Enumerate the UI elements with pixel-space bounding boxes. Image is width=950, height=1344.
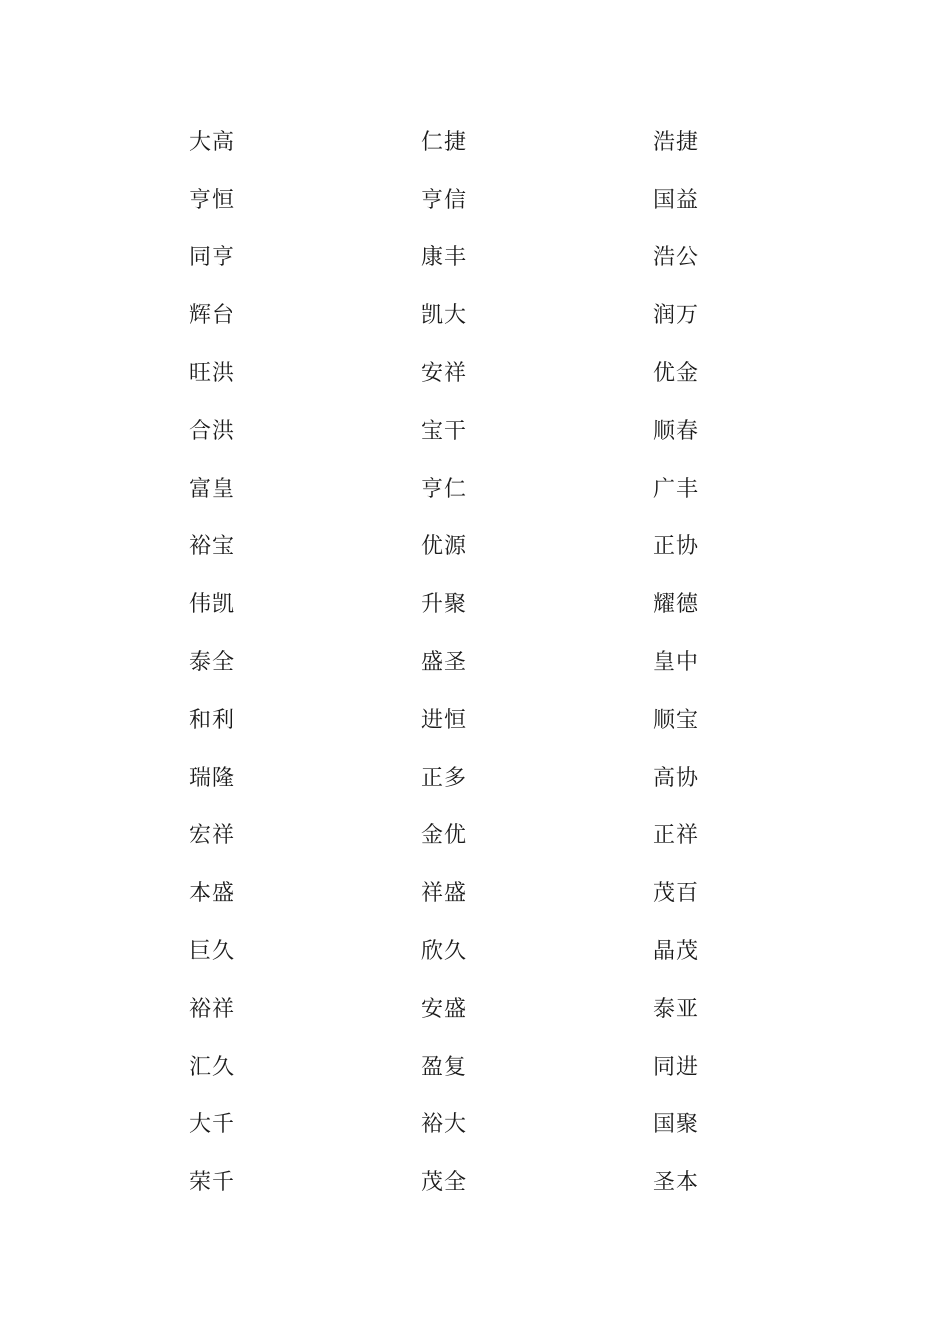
name-row (189, 519, 773, 577)
name-cell: 正多 (421, 765, 468, 791)
name-cell: 茂百 (653, 881, 700, 907)
name-row (189, 1039, 773, 1097)
name-cell: 裕宝 (189, 534, 236, 560)
name-list-table (189, 114, 773, 1212)
name-row (189, 576, 773, 634)
name-cell: 浩捷 (653, 129, 700, 155)
name-cell: 泰全 (189, 650, 236, 676)
name-cell: 辉台 (189, 303, 236, 329)
name-cell: 泰亚 (653, 996, 700, 1022)
name-cell: 顺春 (653, 418, 700, 444)
name-cell: 金优 (421, 823, 468, 849)
name-cell: 合洪 (189, 418, 236, 444)
name-row (189, 692, 773, 750)
name-row (189, 865, 773, 923)
name-row (189, 287, 773, 345)
name-cell: 同进 (653, 1054, 700, 1080)
name-cell: 荣千 (189, 1170, 236, 1196)
name-cell: 欣久 (421, 939, 468, 965)
name-row (189, 230, 773, 288)
name-cell: 康丰 (421, 245, 468, 271)
name-cell: 晶茂 (653, 939, 700, 965)
name-cell: 安祥 (421, 361, 468, 387)
name-cell: 裕大 (421, 1112, 468, 1138)
name-cell: 亨恒 (189, 187, 236, 213)
name-cell: 宝干 (421, 418, 468, 444)
name-cell: 国聚 (653, 1112, 700, 1138)
name-row (189, 981, 773, 1039)
name-row (189, 750, 773, 808)
name-cell: 祥盛 (421, 881, 468, 907)
name-cell: 升聚 (421, 592, 468, 618)
name-cell: 茂全 (421, 1170, 468, 1196)
name-cell: 浩公 (653, 245, 700, 271)
name-cell: 圣本 (653, 1170, 700, 1196)
name-row (189, 403, 773, 461)
name-cell: 广丰 (653, 476, 700, 502)
name-row (189, 1154, 773, 1212)
name-cell: 本盛 (189, 881, 236, 907)
name-cell: 优金 (653, 361, 700, 387)
name-cell: 凯大 (421, 303, 468, 329)
name-cell: 巨久 (189, 939, 236, 965)
name-cell: 盈复 (421, 1054, 468, 1080)
name-cell: 富皇 (189, 476, 236, 502)
name-row (189, 114, 773, 172)
name-cell: 进恒 (421, 707, 468, 733)
name-cell: 安盛 (421, 996, 468, 1022)
name-cell: 顺宝 (653, 707, 700, 733)
name-row (189, 172, 773, 230)
name-row (189, 808, 773, 866)
name-cell: 亨仁 (421, 476, 468, 502)
name-cell: 润万 (653, 303, 700, 329)
name-row (189, 1097, 773, 1155)
name-list-body (189, 114, 773, 1212)
name-row (189, 923, 773, 981)
name-row (189, 634, 773, 692)
name-cell: 大高 (189, 129, 236, 155)
name-cell: 伟凯 (189, 592, 236, 618)
name-cell: 仁捷 (421, 129, 468, 155)
name-cell: 汇久 (189, 1054, 236, 1080)
name-row (189, 345, 773, 403)
name-row (189, 461, 773, 519)
name-cell: 耀德 (653, 592, 700, 618)
name-cell: 盛圣 (421, 650, 468, 676)
name-cell: 大千 (189, 1112, 236, 1138)
name-cell: 裕祥 (189, 996, 236, 1022)
name-cell: 皇中 (653, 650, 700, 676)
name-cell: 旺洪 (189, 361, 236, 387)
name-cell: 优源 (421, 534, 468, 560)
name-cell: 亨信 (421, 187, 468, 213)
name-cell: 同亨 (189, 245, 236, 271)
name-cell: 正协 (653, 534, 700, 560)
name-cell: 瑞隆 (189, 765, 236, 791)
name-cell: 和利 (189, 707, 236, 733)
name-cell: 国益 (653, 187, 700, 213)
name-cell: 正祥 (653, 823, 700, 849)
name-cell: 高协 (653, 765, 700, 791)
name-cell: 宏祥 (189, 823, 236, 849)
